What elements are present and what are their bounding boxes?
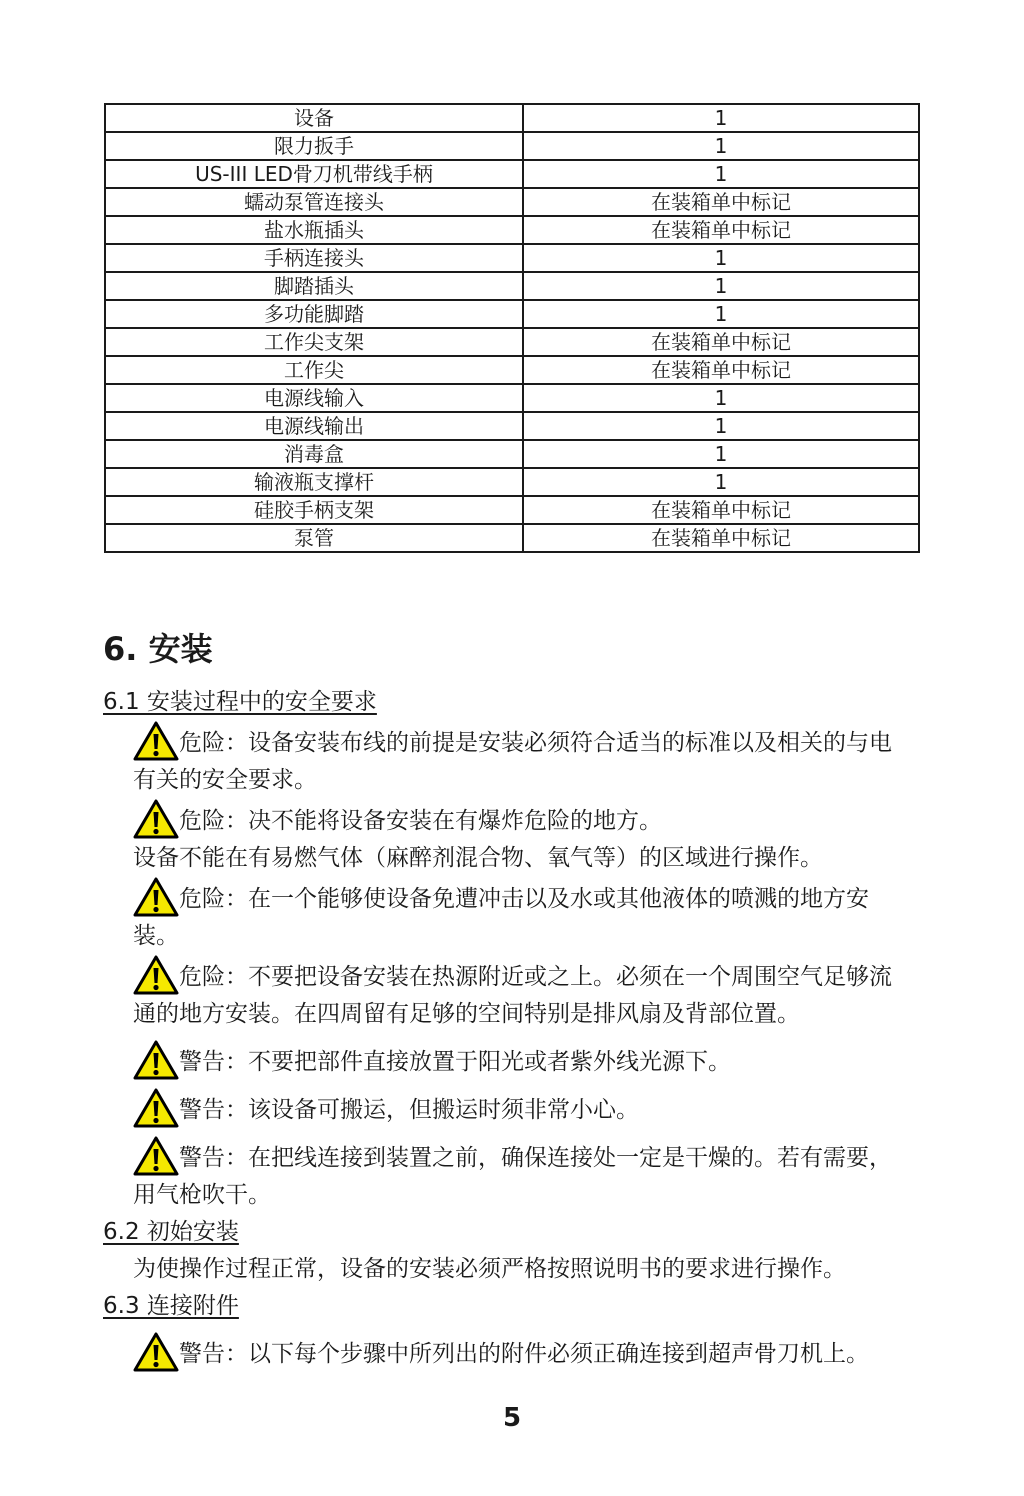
table-row bbox=[105, 468, 919, 496]
item-name-cell: 多功能脚踏 bbox=[105, 300, 523, 328]
table-row bbox=[105, 440, 919, 468]
danger-paragraph: 危险：设备安装布线的前提是安装必须符合适当的标准以及相关的与电有关的安全要求。 bbox=[103, 721, 908, 799]
quantity-cell: 在装箱单中标记 bbox=[523, 188, 919, 216]
quantity-cell: 1 bbox=[523, 160, 919, 188]
subsection-heading-6-3: 6.3 连接附件 bbox=[103, 1293, 239, 1319]
warning-triangle-icon bbox=[133, 721, 179, 761]
subsection-heading-6-1: 6.1 安装过程中的安全要求 bbox=[103, 689, 377, 715]
quantity-cell: 在装箱单中标记 bbox=[523, 216, 919, 244]
warning-paragraph: 警告：在把线连接到装置之前，确保连接处一定是干燥的。若有需要，用气枪吹干。 bbox=[103, 1136, 908, 1214]
item-name-cell: 盐水瓶插头 bbox=[105, 216, 523, 244]
item-name-cell: 工作尖 bbox=[105, 356, 523, 384]
quantity-cell: 1 bbox=[523, 272, 919, 300]
accessory-list-table bbox=[104, 103, 920, 553]
warning-triangle-icon bbox=[133, 1040, 179, 1080]
warning-paragraph: 警告：不要把部件直接放置于阳光或者紫外线光源下。 bbox=[103, 1040, 908, 1081]
item-name-cell: 脚踏插头 bbox=[105, 272, 523, 300]
table-row bbox=[105, 104, 919, 132]
quantity-cell: 1 bbox=[523, 300, 919, 328]
body-paragraph: 为使操作过程正常，设备的安装必须严格按照说明书的要求进行操作。 bbox=[133, 1256, 846, 1282]
table-row bbox=[105, 188, 919, 216]
table-row bbox=[105, 412, 919, 440]
item-name-cell: 消毒盒 bbox=[105, 440, 523, 468]
quantity-cell: 在装箱单中标记 bbox=[523, 496, 919, 524]
warning-triangle-icon bbox=[133, 799, 179, 839]
item-name-cell: 限力扳手 bbox=[105, 132, 523, 160]
item-name-cell: 泵管 bbox=[105, 524, 523, 552]
quantity-cell: 1 bbox=[523, 440, 919, 468]
item-name-cell: 电源线输入 bbox=[105, 384, 523, 412]
danger-paragraph: 危险：决不能将设备安装在有爆炸危险的地方。 bbox=[103, 799, 908, 840]
table-row bbox=[105, 356, 919, 384]
table-row bbox=[105, 300, 919, 328]
note-paragraph: 设备不能在有易燃气体（麻醉剂混合物、氧气等）的区域进行操作。 bbox=[133, 845, 823, 871]
item-name-cell: 输液瓶支撑杆 bbox=[105, 468, 523, 496]
page-number: 5 bbox=[502, 1403, 522, 1433]
table-row bbox=[105, 272, 919, 300]
item-name-cell: 电源线输出 bbox=[105, 412, 523, 440]
section-title: 6. 安装 bbox=[103, 630, 213, 668]
danger-paragraph: 危险：不要把设备安装在热源附近或之上。必须在一个周围空气足够流通的地方安装。在四周留有足够的空间特别是排风扇及背部位置。 bbox=[103, 955, 908, 1033]
quantity-cell: 1 bbox=[523, 132, 919, 160]
quantity-cell: 在装箱单中标记 bbox=[523, 328, 919, 356]
table-row bbox=[105, 244, 919, 272]
table-row bbox=[105, 524, 919, 552]
quantity-cell: 1 bbox=[523, 244, 919, 272]
quantity-cell: 在装箱单中标记 bbox=[523, 356, 919, 384]
item-name-cell: 硅胶手柄支架 bbox=[105, 496, 523, 524]
item-name-cell: 工作尖支架 bbox=[105, 328, 523, 356]
quantity-cell: 1 bbox=[523, 468, 919, 496]
section-content bbox=[103, 684, 908, 1373]
item-name-cell: US-III LED骨刀机带线手柄 bbox=[105, 160, 523, 188]
quantity-cell: 在装箱单中标记 bbox=[523, 524, 919, 552]
item-name-cell: 设备 bbox=[105, 104, 523, 132]
warning-paragraph: 警告：该设备可搬运，但搬运时须非常小心。 bbox=[103, 1088, 908, 1129]
item-name-cell: 蠕动泵管连接头 bbox=[105, 188, 523, 216]
table-row bbox=[105, 216, 919, 244]
warning-triangle-icon bbox=[133, 1088, 179, 1128]
quantity-cell: 1 bbox=[523, 412, 919, 440]
warning-triangle-icon bbox=[133, 1136, 179, 1176]
warning-paragraph: 警告：以下每个步骤中所列出的附件必须正确连接到超声骨刀机上。 bbox=[103, 1332, 908, 1373]
danger-paragraph: 危险：在一个能够使设备免遭冲击以及水或其他液体的喷溅的地方安装。 bbox=[103, 877, 908, 955]
table-row bbox=[105, 160, 919, 188]
table-row bbox=[105, 496, 919, 524]
quantity-cell: 1 bbox=[523, 104, 919, 132]
table-row bbox=[105, 132, 919, 160]
warning-triangle-icon bbox=[133, 877, 179, 917]
warning-triangle-icon bbox=[133, 955, 179, 995]
subsection-heading-6-2: 6.2 初始安装 bbox=[103, 1219, 239, 1245]
table-row bbox=[105, 384, 919, 412]
item-name-cell: 手柄连接头 bbox=[105, 244, 523, 272]
warning-triangle-icon bbox=[133, 1332, 179, 1372]
quantity-cell: 1 bbox=[523, 384, 919, 412]
table-row bbox=[105, 328, 919, 356]
